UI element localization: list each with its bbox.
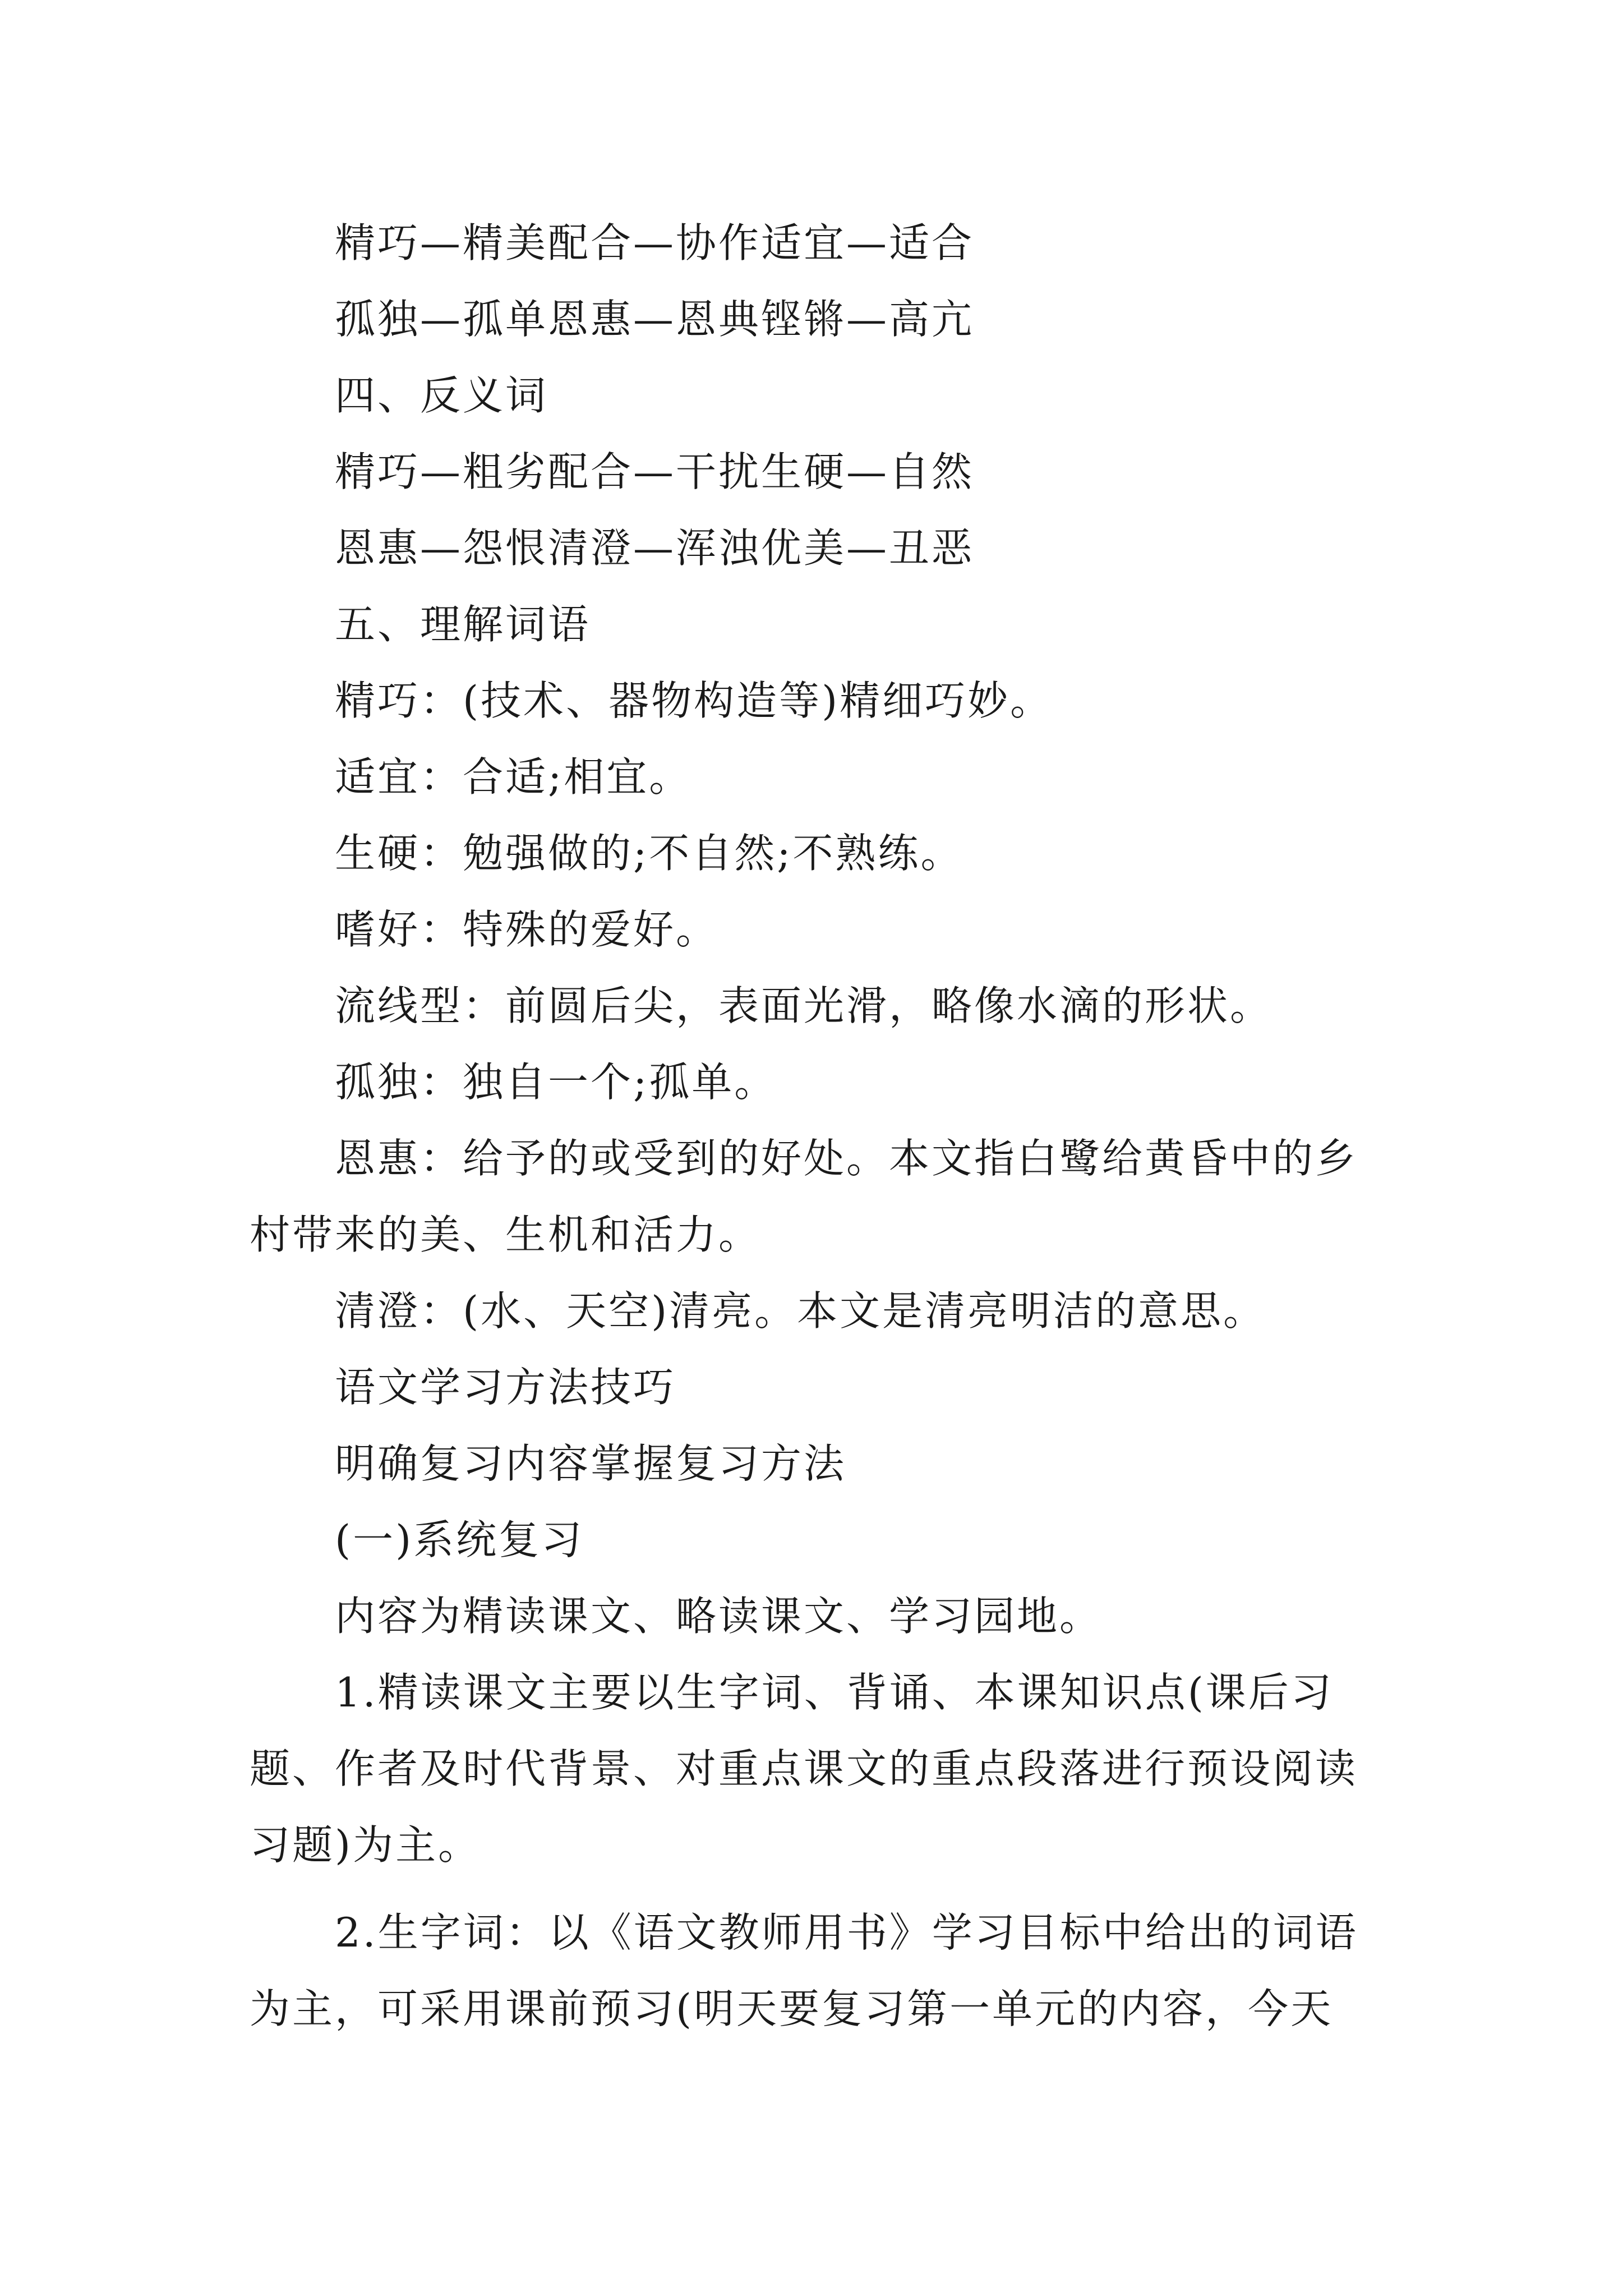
text-line: 明确复习内容掌握复习方法 [335,1440,847,1487]
paragraph-item-1 [250,1654,1382,1883]
document-body [250,205,1382,2047]
paragraph-line: 习题)为主。 [250,1821,481,1869]
paragraph-spacer [250,1883,1382,1894]
text-line: 精巧—粗劣配合—干扰生硬—自然 [335,448,975,495]
section-heading: 五、理解词语 [335,601,591,648]
text-line: 生硬：勉强做的;不自然;不熟练。 [335,830,963,877]
paragraph-line: 1.精读课文主要以生字词、背诵、本课知识点(课后习 [335,1669,1334,1716]
text-line: 恩惠—怨恨清澄—浑浊优美—丑恶 [335,524,975,572]
text-line: 孤独：独自一个;孤单。 [335,1059,777,1106]
paragraph-line: 2.生字词：以《语文教师用书》学习目标中给出的词语 [335,1909,1358,1956]
paragraph-item-2 [250,1894,1382,2047]
paragraph-enhui [250,1120,1382,1273]
paragraph-line: 为主，可采用课前预习(明天要复习第一单元的内容，今天 [250,1985,1334,2032]
section-heading: 四、反义词 [335,372,548,419]
text-line: 嗜好：特殊的爱好。 [335,906,719,953]
text-line: 清澄：(水、天空)清亮。本文是清亮明洁的意思。 [335,1287,1266,1335]
paragraph-line: 村带来的美、生机和活力。 [250,1211,762,1258]
text-line: 适宜：合适;相宜。 [335,753,692,800]
section-heading: (一)系统复习 [335,1516,584,1563]
paragraph-line: 题、作者及时代背景、对重点课文的重点段落进行预设阅读 [250,1745,1358,1792]
paragraph-line: 恩惠：给予的或受到的好处。本文指白鹭给黄昏中的乡 [335,1135,1358,1182]
text-line: 精巧：(技术、器物构造等)精细巧妙。 [335,677,1053,724]
section-heading: 语文学习方法技巧 [335,1364,676,1411]
text-line: 内容为精读课文、略读课文、学习园地。 [335,1593,1103,1640]
text-line: 精巧—精美配合—协作适宜—适合 [335,219,975,266]
text-line: 流线型：前圆后尖，表面光滑，略像水滴的形状。 [335,982,1273,1029]
text-line: 孤独—孤单恩惠—恩典铿锵—高亢 [335,296,975,343]
